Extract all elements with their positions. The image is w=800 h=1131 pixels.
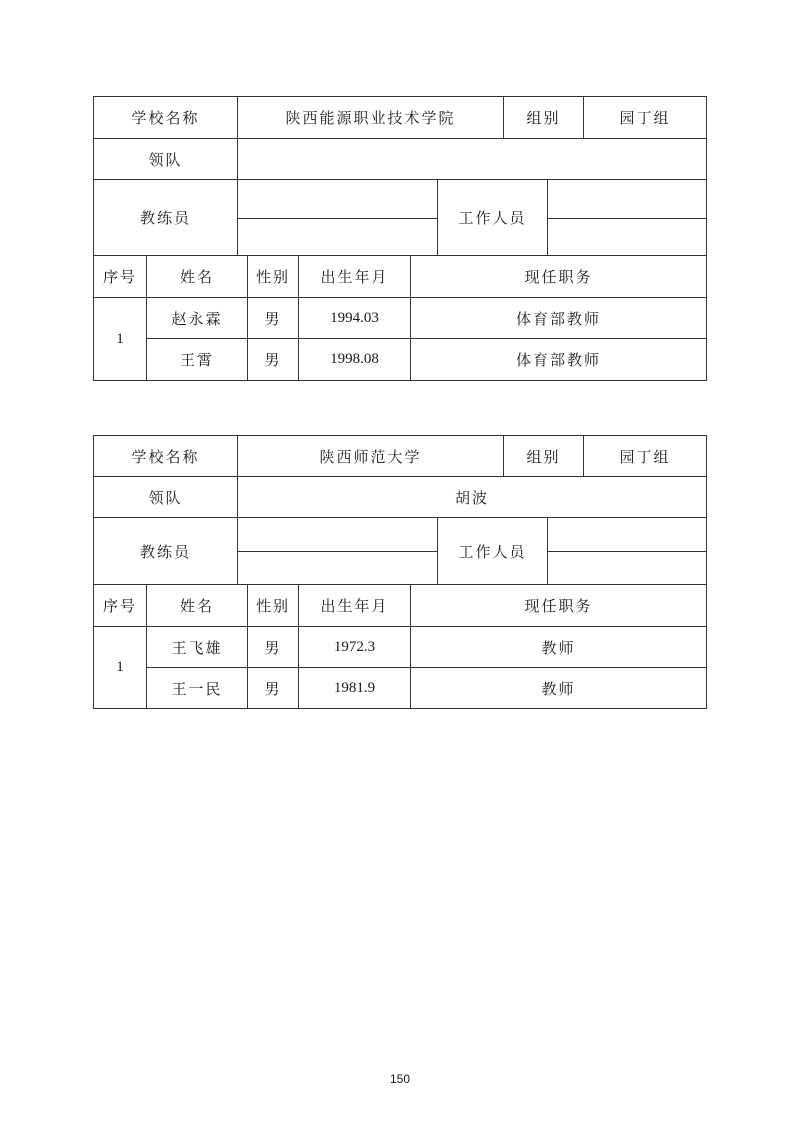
col-header-name: 姓名 bbox=[147, 256, 248, 298]
coach-label: 教练员 bbox=[94, 180, 238, 256]
group-value: 园丁组 bbox=[584, 97, 707, 139]
school-name-value: 陕西师范大学 bbox=[238, 436, 504, 477]
col-header-gender: 性别 bbox=[248, 585, 299, 627]
staff-divider bbox=[548, 218, 707, 219]
team-registration-table bbox=[93, 96, 707, 381]
member-name: 王一民 bbox=[147, 668, 248, 709]
school-name-label: 学校名称 bbox=[94, 436, 238, 477]
team-registration-table bbox=[93, 435, 707, 709]
staff-divider bbox=[548, 551, 707, 552]
member-index: 1 bbox=[94, 627, 147, 709]
member-name: 赵永霖 bbox=[147, 298, 248, 339]
col-header-position: 现任职务 bbox=[411, 256, 707, 298]
member-position: 体育部教师 bbox=[411, 298, 707, 339]
member-index: 1 bbox=[94, 298, 147, 381]
col-header-gender: 性别 bbox=[248, 256, 299, 298]
coach-divider bbox=[238, 218, 438, 219]
coach-value bbox=[238, 218, 438, 256]
member-name: 王霄 bbox=[147, 339, 248, 381]
group-label: 组别 bbox=[504, 97, 584, 139]
member-gender: 男 bbox=[248, 298, 299, 339]
staff-value bbox=[548, 218, 707, 256]
col-header-birth: 出生年月 bbox=[299, 256, 411, 298]
member-gender: 男 bbox=[248, 627, 299, 668]
member-birth: 1972.3 bbox=[299, 627, 411, 668]
leader-label: 领队 bbox=[94, 139, 238, 180]
col-header-name: 姓名 bbox=[147, 585, 248, 627]
member-birth: 1998.08 bbox=[299, 339, 411, 381]
leader-value bbox=[238, 139, 707, 180]
staff-value bbox=[548, 180, 707, 218]
member-position: 教师 bbox=[411, 668, 707, 709]
col-header-birth: 出生年月 bbox=[299, 585, 411, 627]
group-value: 园丁组 bbox=[584, 436, 707, 477]
coach-label: 教练员 bbox=[94, 518, 238, 585]
coach-value bbox=[238, 551, 438, 585]
member-position: 体育部教师 bbox=[411, 339, 707, 381]
staff-value bbox=[548, 551, 707, 585]
member-gender: 男 bbox=[248, 668, 299, 709]
leader-value: 胡波 bbox=[238, 477, 707, 518]
staff-label: 工作人员 bbox=[438, 180, 548, 256]
coach-divider bbox=[238, 551, 438, 552]
coach-value bbox=[238, 518, 438, 551]
col-header-position: 现任职务 bbox=[411, 585, 707, 627]
staff-value bbox=[548, 518, 707, 551]
member-name: 王飞雄 bbox=[147, 627, 248, 668]
member-position: 教师 bbox=[411, 627, 707, 668]
school-name-label: 学校名称 bbox=[94, 97, 238, 139]
col-header-index: 序号 bbox=[94, 256, 147, 298]
leader-label: 领队 bbox=[94, 477, 238, 518]
staff-label: 工作人员 bbox=[438, 518, 548, 585]
member-gender: 男 bbox=[248, 339, 299, 381]
page-number: 150 bbox=[389, 1072, 411, 1086]
member-birth: 1981.9 bbox=[299, 668, 411, 709]
group-label: 组别 bbox=[504, 436, 584, 477]
school-name-value: 陕西能源职业技术学院 bbox=[238, 97, 504, 139]
coach-value bbox=[238, 180, 438, 218]
member-birth: 1994.03 bbox=[299, 298, 411, 339]
col-header-index: 序号 bbox=[94, 585, 147, 627]
